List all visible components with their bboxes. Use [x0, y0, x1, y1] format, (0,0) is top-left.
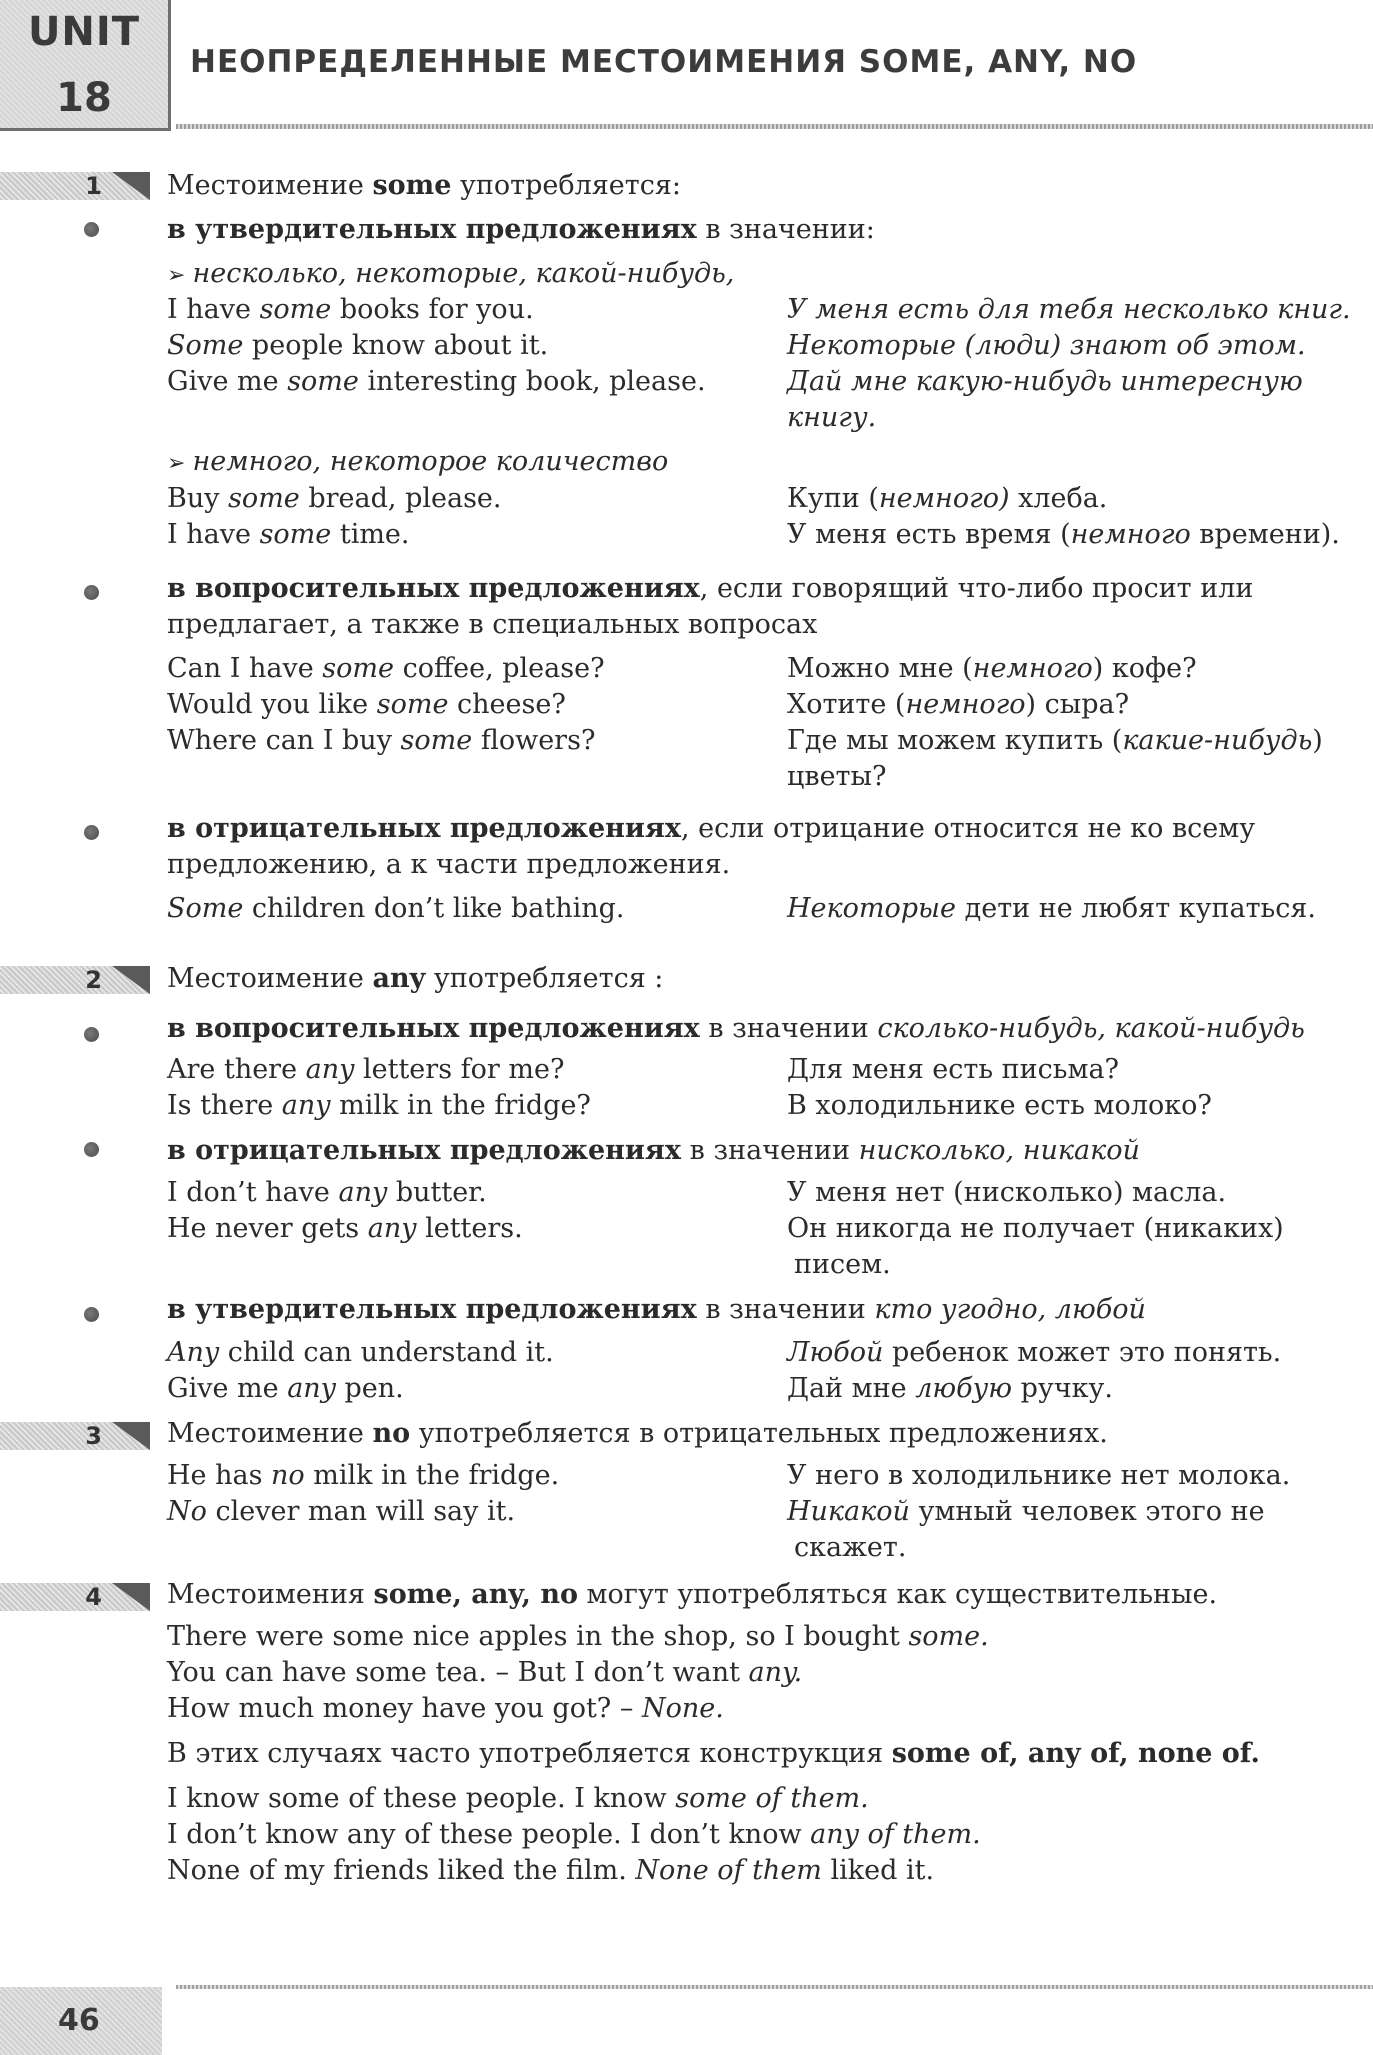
- section-2-tab: [0, 966, 150, 994]
- example-en: None of my friends liked the film. None of them liked it.: [167, 1855, 935, 1886]
- section-3-tab: [0, 1422, 150, 1450]
- example-en: Buy some bread, please.: [167, 483, 502, 514]
- example-en: No clever man will say it.: [167, 1496, 516, 1527]
- arrow-right-icon: ➢: [167, 451, 193, 476]
- example-en: I don’t know any of these people. I don’t know any of them.: [167, 1819, 981, 1850]
- section-4-note: В этих случаях часто употребляется конструкция some of, any of, none of.: [167, 1738, 1260, 1769]
- example-ru: У него в холодильнике нет молока.: [787, 1460, 1291, 1491]
- bullet-icon: [84, 1307, 99, 1322]
- title-divider: [176, 124, 1373, 129]
- section-4-intro: Местоимения some, any, no могут употребляться как существительные.: [167, 1579, 1218, 1610]
- section-1-number: 1: [85, 172, 102, 200]
- example-ru: Дай мне какую-нибудь интересную: [787, 366, 1303, 397]
- unit-badge: [0, 0, 171, 131]
- unit-label: UNIT: [27, 9, 141, 55]
- bullet-icon: [84, 825, 99, 840]
- example-en: I have some time.: [167, 519, 410, 550]
- intro-text: употребляется:: [451, 170, 681, 201]
- example-ru: Некоторые (люди) знают об этом.: [787, 330, 1306, 361]
- section-1-interrogative-heading: в вопросительных предложениях, если говорящий что-либо просит или: [167, 573, 1254, 604]
- example-en: Some people know about it.: [167, 330, 549, 361]
- example-en: Are there any letters for me?: [167, 1054, 565, 1085]
- section-1-tab: [0, 172, 150, 200]
- heading-bold: в утвердительных предложениях: [167, 214, 697, 245]
- example-en: Give me some interesting book, please.: [167, 366, 706, 397]
- example-ru: У меня нет (нисколько) масла.: [787, 1177, 1227, 1208]
- example-ru: Хотите (немного) сыра?: [787, 689, 1130, 720]
- heading-continuation: предлагает, а также в специальных вопросах: [167, 609, 818, 640]
- section-2-intro: Местоимение any употребляется :: [167, 963, 664, 994]
- bullet-icon: [84, 1142, 99, 1157]
- example-en: Where can I buy some flowers?: [167, 725, 596, 756]
- example-ru: Любой ребенок может это понять.: [787, 1337, 1282, 1368]
- subheading-text: несколько, некоторые, какой-нибудь,: [192, 258, 735, 289]
- triangle-marker-icon: [112, 172, 150, 200]
- example-ru: У меня есть время (немного времени).: [787, 519, 1340, 550]
- example-ru: Где мы можем купить (какие-нибудь): [787, 725, 1323, 756]
- example-en: I have some books for you.: [167, 294, 534, 325]
- section-4-number: 4: [85, 1583, 102, 1611]
- section-2-number: 2: [85, 966, 102, 994]
- example-ru: В холодильнике есть молоко?: [787, 1090, 1212, 1121]
- example-en: Some children don’t like bathing.: [167, 893, 625, 924]
- intro-text: Местоимение: [167, 170, 373, 201]
- arrow-right-icon: ➢: [167, 263, 193, 288]
- example-ru: Можно мне (немного) кофе?: [787, 653, 1197, 684]
- example-en: Would you like some cheese?: [167, 689, 566, 720]
- example-ru: Некоторые дети не любят купаться.: [787, 893, 1316, 924]
- example-en: Any child can understand it.: [167, 1337, 554, 1368]
- example-en: You can have some tea. – But I don’t want any.: [167, 1657, 803, 1688]
- heading-continuation: предложению, а к части предложения.: [167, 849, 731, 880]
- page-number: 46: [0, 1987, 162, 2055]
- example-ru: Дай мне любую ручку.: [787, 1373, 1114, 1404]
- unit-number: 18: [56, 75, 112, 121]
- section-1-intro: [167, 169, 681, 203]
- example-ru-cont: цветы?: [787, 761, 887, 792]
- section-4-tab: [0, 1583, 150, 1611]
- triangle-marker-icon: [112, 1422, 150, 1450]
- page-title: НЕОПРЕДЕЛЕННЫЕ МЕСТОИМЕНИЯ SOME, ANY, NO: [190, 44, 1138, 80]
- subheading-1: [167, 257, 734, 293]
- triangle-marker-icon: [112, 966, 150, 994]
- section-2-negative-heading: в отрицательных предложениях в значении нисколько, никакой: [167, 1135, 1140, 1166]
- example-ru: Для меня есть письма?: [787, 1054, 1120, 1085]
- keyword: some: [372, 170, 452, 201]
- example-ru: Никакой умный человек этого не: [787, 1496, 1265, 1527]
- bullet-icon: [84, 1027, 99, 1042]
- triangle-marker-icon: [112, 1583, 150, 1611]
- example-en: How much money have you got? – None.: [167, 1693, 724, 1724]
- example-en: Give me any pen.: [167, 1373, 404, 1404]
- example-ru: Купи (немного) хлеба.: [787, 483, 1108, 514]
- example-en: He has no milk in the fridge.: [167, 1460, 560, 1491]
- example-en: I know some of these people. I know some of them.: [167, 1783, 869, 1814]
- section-1-affirmative-heading: [167, 213, 875, 247]
- bullet-icon: [84, 585, 99, 600]
- footer-divider: [176, 1985, 1373, 1989]
- section-2-affirmative-heading: в утвердительных предложениях в значении кто угодно, любой: [167, 1294, 1146, 1325]
- example-en: He never gets any letters.: [167, 1213, 523, 1244]
- example-ru-cont: книгу.: [787, 402, 877, 433]
- bullet-icon: [84, 222, 99, 237]
- section-2-interrogative-heading: в вопросительных предложениях в значении сколько-нибудь, какой-нибудь: [167, 1013, 1305, 1044]
- example-ru: У меня есть для тебя несколько книг.: [787, 294, 1351, 325]
- section-3-number: 3: [85, 1422, 102, 1450]
- section-1-negative-heading: в отрицательных предложениях, если отрицание относится не ко всему: [167, 813, 1256, 844]
- example-en: Can I have some coffee, please?: [167, 653, 605, 684]
- example-en: Is there any milk in the fridge?: [167, 1090, 591, 1121]
- heading-text: в значении:: [696, 214, 875, 245]
- subheading-text: немного, некоторое количество: [192, 446, 669, 477]
- section-3-intro: Местоимение no употребляется в отрицательных предложениях.: [167, 1418, 1108, 1449]
- example-ru: Он никогда не получает (никаких): [787, 1213, 1284, 1244]
- subheading-2: [167, 445, 668, 481]
- example-ru-cont: скажет.: [794, 1532, 907, 1563]
- example-en: There were some nice apples in the shop, so I bought some.: [167, 1621, 989, 1652]
- example-ru-cont: писем.: [794, 1249, 891, 1280]
- example-en: I don’t have any butter.: [167, 1177, 487, 1208]
